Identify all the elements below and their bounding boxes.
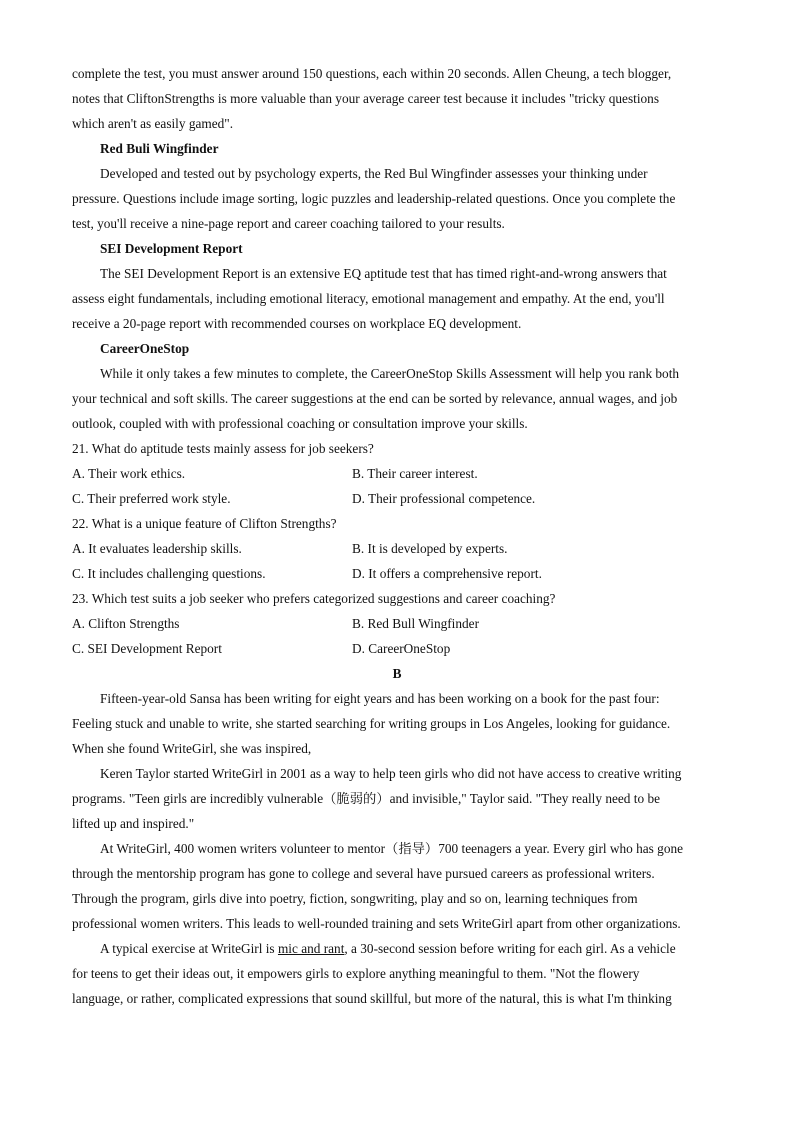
- text-line: receive a 20-page report with recommended courses on workplace EQ development.: [72, 316, 522, 331]
- text-line: notes that CliftonStrengths is more valuable than your average career test because it includes "tricky questions: [72, 91, 659, 106]
- option-b: B. Red Bull Wingfinder: [352, 616, 480, 631]
- text-line: pressure. Questions include image sorting, logic puzzles and leadership-related questions. Once you complete the: [72, 191, 676, 206]
- text-line: test, you'll receive a nine-page report and career coaching tailored to your results.: [72, 216, 505, 231]
- option-a: A. Their work ethics.: [72, 466, 186, 481]
- text-line: At WriteGirl, 400 women writers volunteer to mentor（指导）700 teenagers a year. Every girl who has gone: [100, 841, 684, 856]
- document-page: [72, 61, 722, 1011]
- careeronestop-section: [72, 336, 722, 436]
- text-line: professional women writers. This leads to well-rounded training and sets WriteGirl apart from other organizations.: [72, 916, 681, 931]
- options-row: [72, 636, 722, 661]
- text-line: Developed and tested out by psychology experts, the Red Bul Wingfinder assesses your thinking under: [100, 166, 648, 181]
- underlined-phrase: mic and rant: [277, 941, 345, 956]
- text-line: language, or rather, complicated expressions that sound skillful, but more of the natural, this is what I'm thinking: [72, 991, 672, 1006]
- section-label: B: [392, 666, 402, 681]
- text-line: lifted up and inspired.": [72, 816, 195, 831]
- option-d: D. Their professional competence.: [352, 491, 536, 506]
- careeronestop-heading: CareerOneStop: [100, 341, 190, 356]
- question-21: [72, 436, 722, 511]
- question-stem: 21. What do aptitude tests mainly assess for job seekers?: [72, 441, 374, 456]
- text-line: While it only takes a few minutes to complete, the CareerOneStop Skills Assessment will help you rank both: [100, 366, 680, 381]
- text-line: [72, 936, 722, 961]
- text-line: for teens to get their ideas out, it empowers girls to explore anything meaningful to them. "Not the flowery: [72, 966, 640, 981]
- option-a: A. It evaluates leadership skills.: [72, 541, 242, 556]
- intro-paragraph: [72, 61, 722, 136]
- text-line: When she found WriteGirl, she was inspired,: [72, 741, 312, 756]
- text-line: outlook, coupled with with professional coaching or consultation improve your skills.: [72, 416, 528, 431]
- passage-b-paragraph-4: [72, 936, 722, 1011]
- text-line: Keren Taylor started WriteGirl in 2001 as a way to help teen girls who did not have access to creative writing: [100, 766, 682, 781]
- text-line: Fifteen-year-old Sansa has been writing for eight years and has been working on a book for the past four:: [100, 691, 660, 706]
- text-run: , a 30-second session before writing for each girl. As a vehicle: [344, 941, 676, 956]
- passage-b-paragraph-1: [72, 686, 722, 761]
- option-d: D. It offers a comprehensive report.: [352, 566, 542, 581]
- text-line: which aren't as easily gamed".: [72, 116, 234, 131]
- redbull-section: [72, 136, 722, 236]
- question-stem: 23. Which test suits a job seeker who prefers categorized suggestions and career coaching?: [72, 591, 556, 606]
- redbull-heading: Red Buli Wingfinder: [100, 141, 219, 156]
- option-d: D. CareerOneStop: [352, 641, 451, 656]
- text-line: through the mentorship program has gone to college and several have pursued careers as professional writers.: [72, 866, 655, 881]
- option-c: C. Their preferred work style.: [72, 491, 231, 506]
- option-b: B. It is developed by experts.: [352, 541, 508, 556]
- options-row: [72, 561, 722, 586]
- passage-b-paragraph-3: [72, 836, 722, 936]
- option-c: C. SEI Development Report: [72, 641, 222, 656]
- option-b: B. Their career interest.: [352, 466, 478, 481]
- option-c: C. It includes challenging questions.: [72, 566, 266, 581]
- passage-b-paragraph-2: [72, 761, 722, 836]
- options-row: [72, 611, 722, 636]
- text-line: your technical and soft skills. The career suggestions at the end can be sorted by relevance, annual wages, and job: [72, 391, 678, 406]
- text-line: programs. "Teen girls are incredibly vulnerable（脆弱的）and invisible," Taylor said. "They really need to be: [72, 791, 660, 806]
- text-line: The SEI Development Report is an extensive EQ aptitude test that has timed right-and-wrong answers that: [100, 266, 667, 281]
- sei-heading: SEI Development Report: [100, 241, 243, 256]
- text-line: Feeling stuck and unable to write, she started searching for writing groups in Los Angeles, looking for guidance.: [72, 716, 671, 731]
- options-row: [72, 461, 722, 486]
- text-line: Through the program, girls dive into poetry, fiction, songwriting, play and so on, learning techniques from: [72, 891, 638, 906]
- sei-section: [72, 236, 722, 336]
- options-row: [72, 486, 722, 511]
- text-line: complete the test, you must answer around 150 questions, each within 20 seconds. Allen Cheung, a tech blogger,: [72, 66, 672, 81]
- question-23: [72, 586, 722, 661]
- option-a: A. Clifton Strengths: [72, 616, 180, 631]
- question-22: [72, 511, 722, 586]
- text-line: assess eight fundamentals, including emotional literacy, emotional management and empathy. At the end, you'll: [72, 291, 665, 306]
- question-stem: 22. What is a unique feature of Clifton Strengths?: [72, 516, 337, 531]
- text-run: A typical exercise at WriteGirl is: [100, 941, 278, 956]
- options-row: [72, 536, 722, 561]
